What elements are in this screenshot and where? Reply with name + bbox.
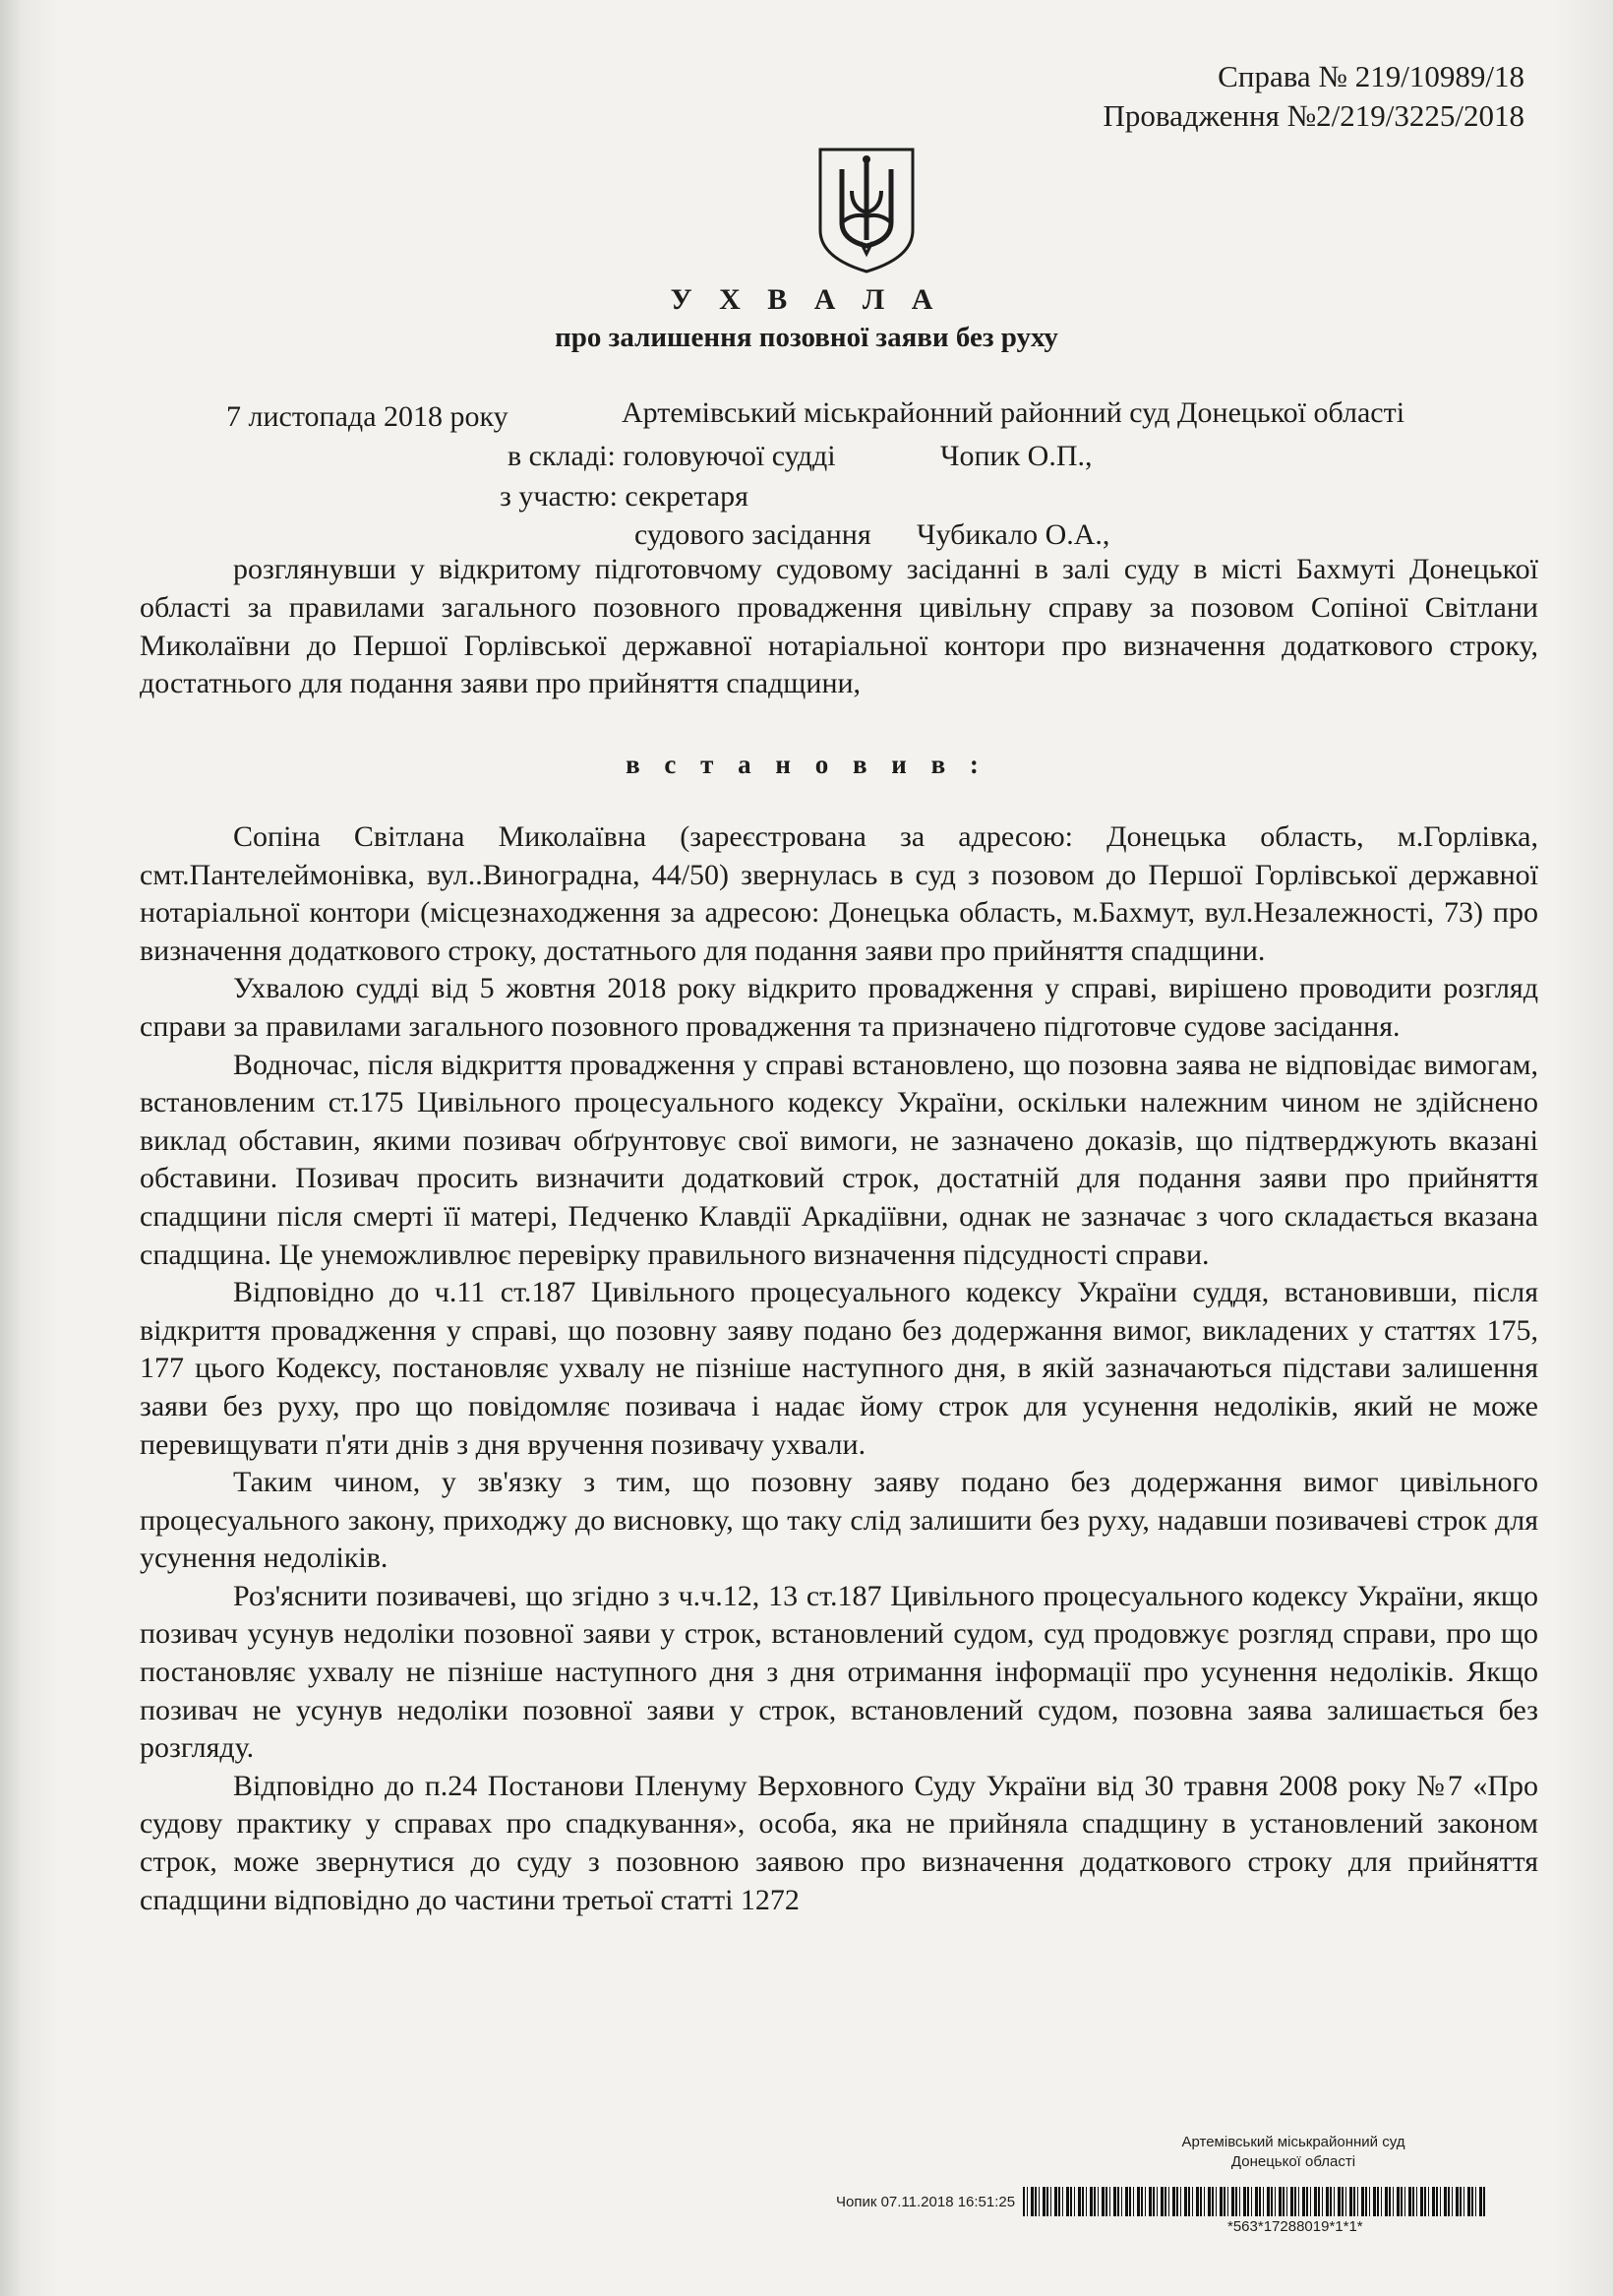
proceeding-number: Провадження №2/219/3225/2018 bbox=[1103, 98, 1524, 133]
signature-row bbox=[836, 2186, 1485, 2217]
paragraph-conclusion: Таким чином, у зв'язку з тим, що позовну заяву подано без додержання вимог цивільного процесуального закону, приходжу до висновку, що таку слід залишити без руху, надавши позивачеві строк для усунення недоліків. bbox=[140, 1466, 1538, 1575]
reasoning-section bbox=[140, 818, 1538, 1919]
composition-label: в складі: головуючої судді bbox=[508, 440, 836, 472]
judge-name: Чопик О.П., bbox=[940, 440, 1093, 472]
paragraph-plenum: Відповідно до п.24 Постанови Пленуму Верховного Суду України від 30 травня 2008 року №7 «Про судову практику у справах про спадкування», особа, яка не прийняла спадщину в установлений законом строк, може звернутися до суду з позовною заявою про визначення додаткового строку для прийняття спадщини відповідно до частини третьої статті 1272 bbox=[140, 1769, 1538, 1916]
barcode-image bbox=[1023, 2187, 1485, 2216]
participation-label: з участю: секретаря bbox=[500, 480, 748, 513]
paragraph-opening: Ухвалою судді від 5 жовтня 2018 року відкрито провадження у справі, вирішено проводити розгляд справи за правилами загального позовного провадження та призначено підготовче судове засідання. bbox=[140, 972, 1538, 1043]
secretary-name: Чубикало О.А., bbox=[917, 518, 1110, 551]
court-name: Артемівський міськрайонний районний суд Донецької області bbox=[622, 396, 1405, 429]
trident-coat-of-arms-icon bbox=[812, 144, 921, 275]
paragraph-claim: Сопіна Світлана Миколаївна (зареєстрована за адресою: Донецька область, м.Горлівка, смт.Пантелеймонівка, вул..Виноградна, 44/50) звернулась в суд з позовом до Першої Горлівської державної нотаріальної контори (місцезнаходження за адресою: Донецька область, м.Бахмут, вул.Незалежності, 73) про визначення додаткового строку, достатнього для подання заяви про прийняття спадщини. bbox=[140, 820, 1538, 967]
considered-text: розглянувши у відкритому підготовчому судовому засіданні в залі суду в місті Бахмуті Донецької області за правилами загального позовного провадження цивільну справу за позовом Сопіної Світлани Миколаївни до Першої Горлівської державної нотаріальної контори про визначення додаткового строку, достатнього для подання заяви про прийняття спадщини, bbox=[140, 553, 1538, 700]
established-heading: в с т а н о в и в : bbox=[626, 750, 987, 779]
document-title: У Х В А Л А bbox=[670, 283, 943, 316]
stamp-line-2: Донецької області bbox=[1230, 2153, 1356, 2170]
document-subtitle: про залишення позовної заяви без руху bbox=[555, 322, 1058, 353]
considered-paragraph bbox=[140, 551, 1538, 703]
signature-info: Чопик 07.11.2018 16:51:25 bbox=[836, 2193, 1016, 2210]
paragraph-law-187: Відповідно до ч.11 ст.187 Цивільного процесуального кодексу України суддя, встановивши, після відкриття провадження у справі, що позовну заяву подано без додержання вимог, викладених у статтях 175, 177 цього Кодексу, постановляє ухвалу не пізніше наступного дня, в якій зазначаються підстави залишення заяви без руху, про що повідомляє позивача і надає йому строк для усунення недоліків, який не може перевищувати п'яти днів з дня вручення позивачу ухвали. bbox=[140, 1276, 1538, 1461]
paragraph-defects: Водночас, після відкриття провадження у справі встановлено, що позовна заява не відповідає вимогам, встановленим ст.175 Цивільного процесуального кодексу України, оскільки належним чином не здійснено виклад обставин, якими позивач обґрунтовує свої вимоги, не зазначено доказів, що підтверджують вказані обставини. Позивач просить визначити додатковий строк, достатній для подання заяви про прийняття спадщини після смерті її матері, Педченко Клавдії Аркадіївни, однак не зазначає з чого складається вказана спадщина. Це унеможливлює перевірку правильного визначення підсудності справи. bbox=[140, 1048, 1538, 1271]
paragraph-explanation: Роз'яснити позивачеві, що згідно з ч.ч.12, 13 ст.187 Цивільного процесуального кодексу України, якщо позивач усунув недоліки позовної заяви у строк, встановлений судом, суд продовжує розгляд справи, про що постановляє ухвалу не пізніше наступного дня з дня отримання інформації про усунення недоліків. Якщо позивач не усунув недоліки позовної заяви у строк, встановлений судом, позовна заява залишається без розгляду. bbox=[140, 1579, 1538, 1765]
decision-date: 7 листопада 2018 року bbox=[226, 400, 508, 433]
court-stamp bbox=[1131, 2133, 1456, 2172]
stamp-line-1: Артемівський міськрайонний суд bbox=[1181, 2134, 1405, 2150]
case-number: Справа № 219/10989/18 bbox=[1218, 59, 1524, 93]
secretary-label: судового засідання bbox=[634, 518, 871, 551]
case-reference bbox=[1103, 57, 1524, 136]
barcode-code: *563*17288019*1*1* bbox=[1227, 2218, 1363, 2235]
